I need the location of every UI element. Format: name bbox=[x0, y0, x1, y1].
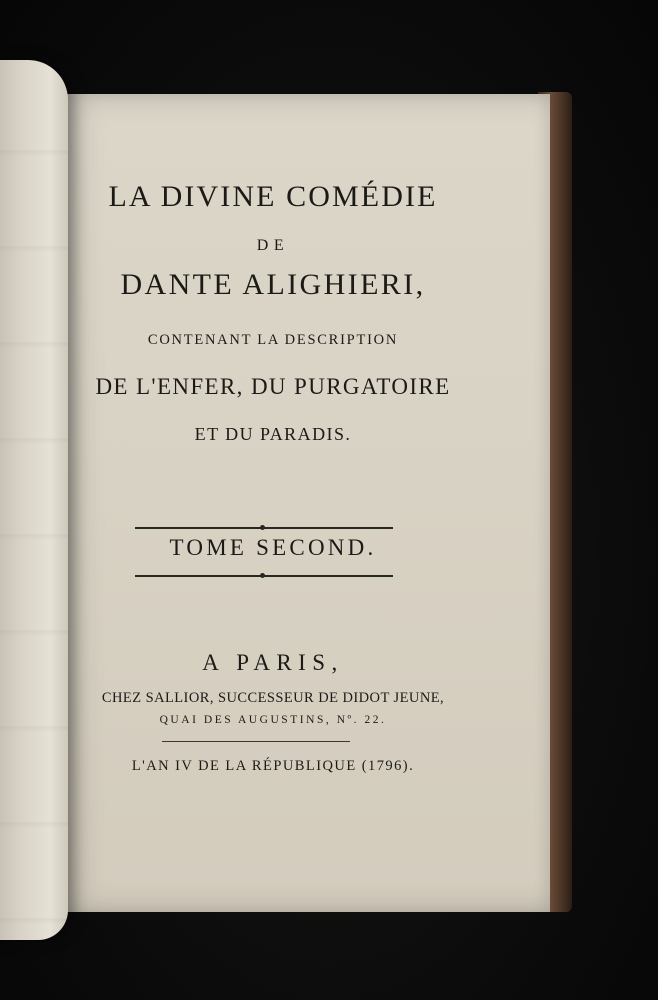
description-subjects-end: ET DU PARADIS. bbox=[194, 424, 352, 444]
imprint-place: A PARIS, bbox=[202, 650, 344, 675]
author-name: DANTE ALIGHIERI, bbox=[120, 268, 426, 301]
ornamental-rule-top bbox=[135, 527, 393, 529]
description-intro: CONTENANT LA DESCRIPTION bbox=[147, 332, 399, 348]
title-page bbox=[58, 94, 550, 912]
volume-label: TOME SECOND. bbox=[169, 535, 377, 560]
imprint-rule bbox=[162, 741, 350, 742]
ornamental-rule-bottom bbox=[135, 575, 393, 577]
book-title: LA DIVINE COMÉDIE bbox=[108, 180, 438, 213]
description-subjects: DE L'ENFER, DU PURGATOIRE bbox=[95, 374, 451, 399]
title-connector: DE bbox=[256, 237, 290, 254]
imprint-publisher: CHEZ SALLIOR, SUCCESSEUR DE DIDOT JEUNE, bbox=[101, 690, 445, 706]
imprint-date: L'AN IV DE LA RÉPUBLIQUE (1796). bbox=[131, 758, 415, 774]
imprint-address: QUAI DES AUGUSTINS, Nº. 22. bbox=[159, 714, 387, 726]
